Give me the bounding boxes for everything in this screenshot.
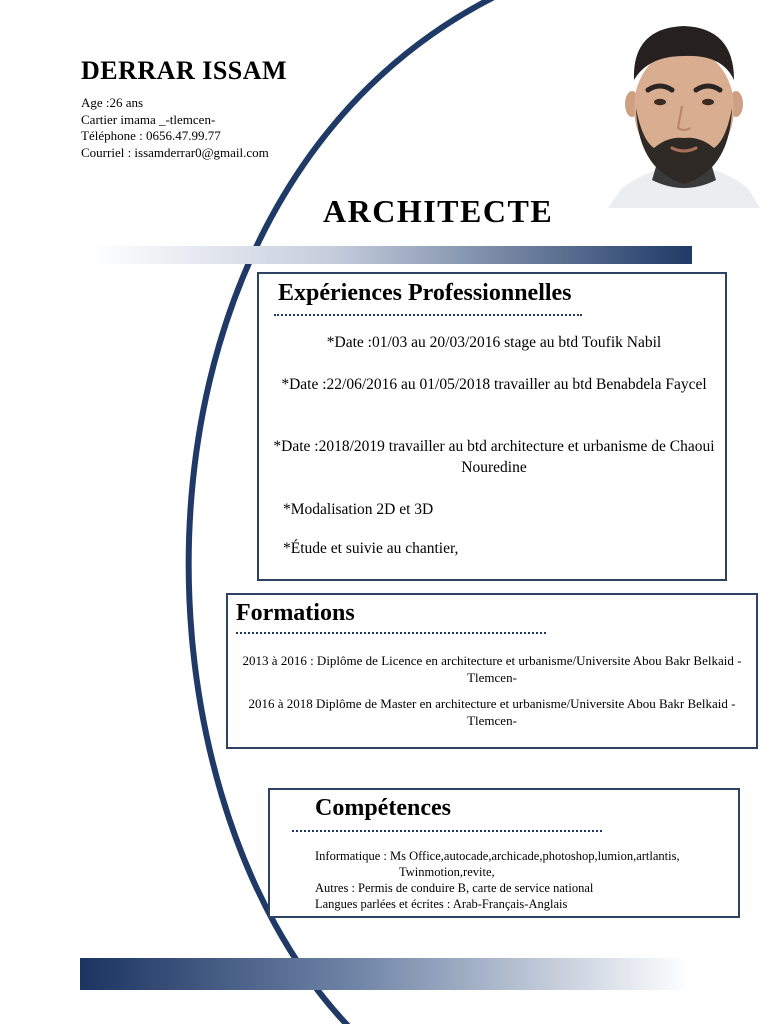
formations-divider — [236, 632, 546, 634]
experience-item-1: *Date :01/03 au 20/03/2016 stage au btd Toufik Nabil — [326, 334, 662, 351]
formations-title: Formations — [236, 600, 355, 626]
competence-langues: Langues parlées et écrites : Arab-Français-Anglais — [315, 897, 568, 911]
experience-item-5: *Étude et suivie au chantier, — [283, 540, 459, 557]
profile-photo — [608, 20, 760, 208]
phone-line: Téléphone : 0656.47.99.77 — [81, 128, 221, 143]
formation-item-2: 2016 à 2018 Diplôme de Master en architecture et urbanisme/Universite Abou Bakr Belkaid -Tlemcen- — [248, 696, 736, 728]
competence-informatique: Informatique : Ms Office,autocade,archicade,photoshop,lumion,artlantis, — [315, 849, 680, 863]
email-line: Courriel : issamderrar0@gmail.com — [81, 144, 269, 160]
top-gradient-band — [90, 246, 692, 264]
age-line: Age :26 ans — [81, 95, 144, 110]
competences-section — [268, 788, 740, 918]
bottom-gradient-band — [80, 958, 690, 990]
experience-item-3: *Date :2018/2019 travailler au btd architecture et urbanisme de Chaoui Nouredine — [273, 438, 715, 476]
candidate-name: DERRAR ISSAM — [81, 56, 288, 85]
job-title: ARCHITECTE — [323, 193, 554, 229]
formations-section — [226, 593, 758, 749]
experience-item-4: *Modalisation 2D et 3D — [283, 501, 434, 518]
competences-title: Compétences — [315, 795, 451, 821]
experiences-section — [257, 272, 727, 581]
experiences-title: Expériences Professionnelles — [278, 280, 572, 306]
competence-autres: Autres : Permis de conduire B, carte de service national — [315, 881, 594, 895]
competences-divider — [292, 830, 602, 832]
formation-item-1: 2013 à 2016 : Diplôme de Licence en architecture et urbanisme/Universite Abou Bakr Belkaid -Tlemcen- — [242, 653, 742, 685]
contact-info — [81, 95, 269, 161]
competence-informatique-cont: Twinmotion,revite, — [399, 865, 495, 879]
address-line: Cartier imama _-tlemcen- — [81, 111, 216, 127]
experiences-divider — [274, 314, 582, 316]
experience-item-2: *Date :22/06/2016 au 01/05/2018 travailler au btd Benabdela Faycel — [281, 376, 707, 393]
competences-list — [315, 848, 680, 912]
